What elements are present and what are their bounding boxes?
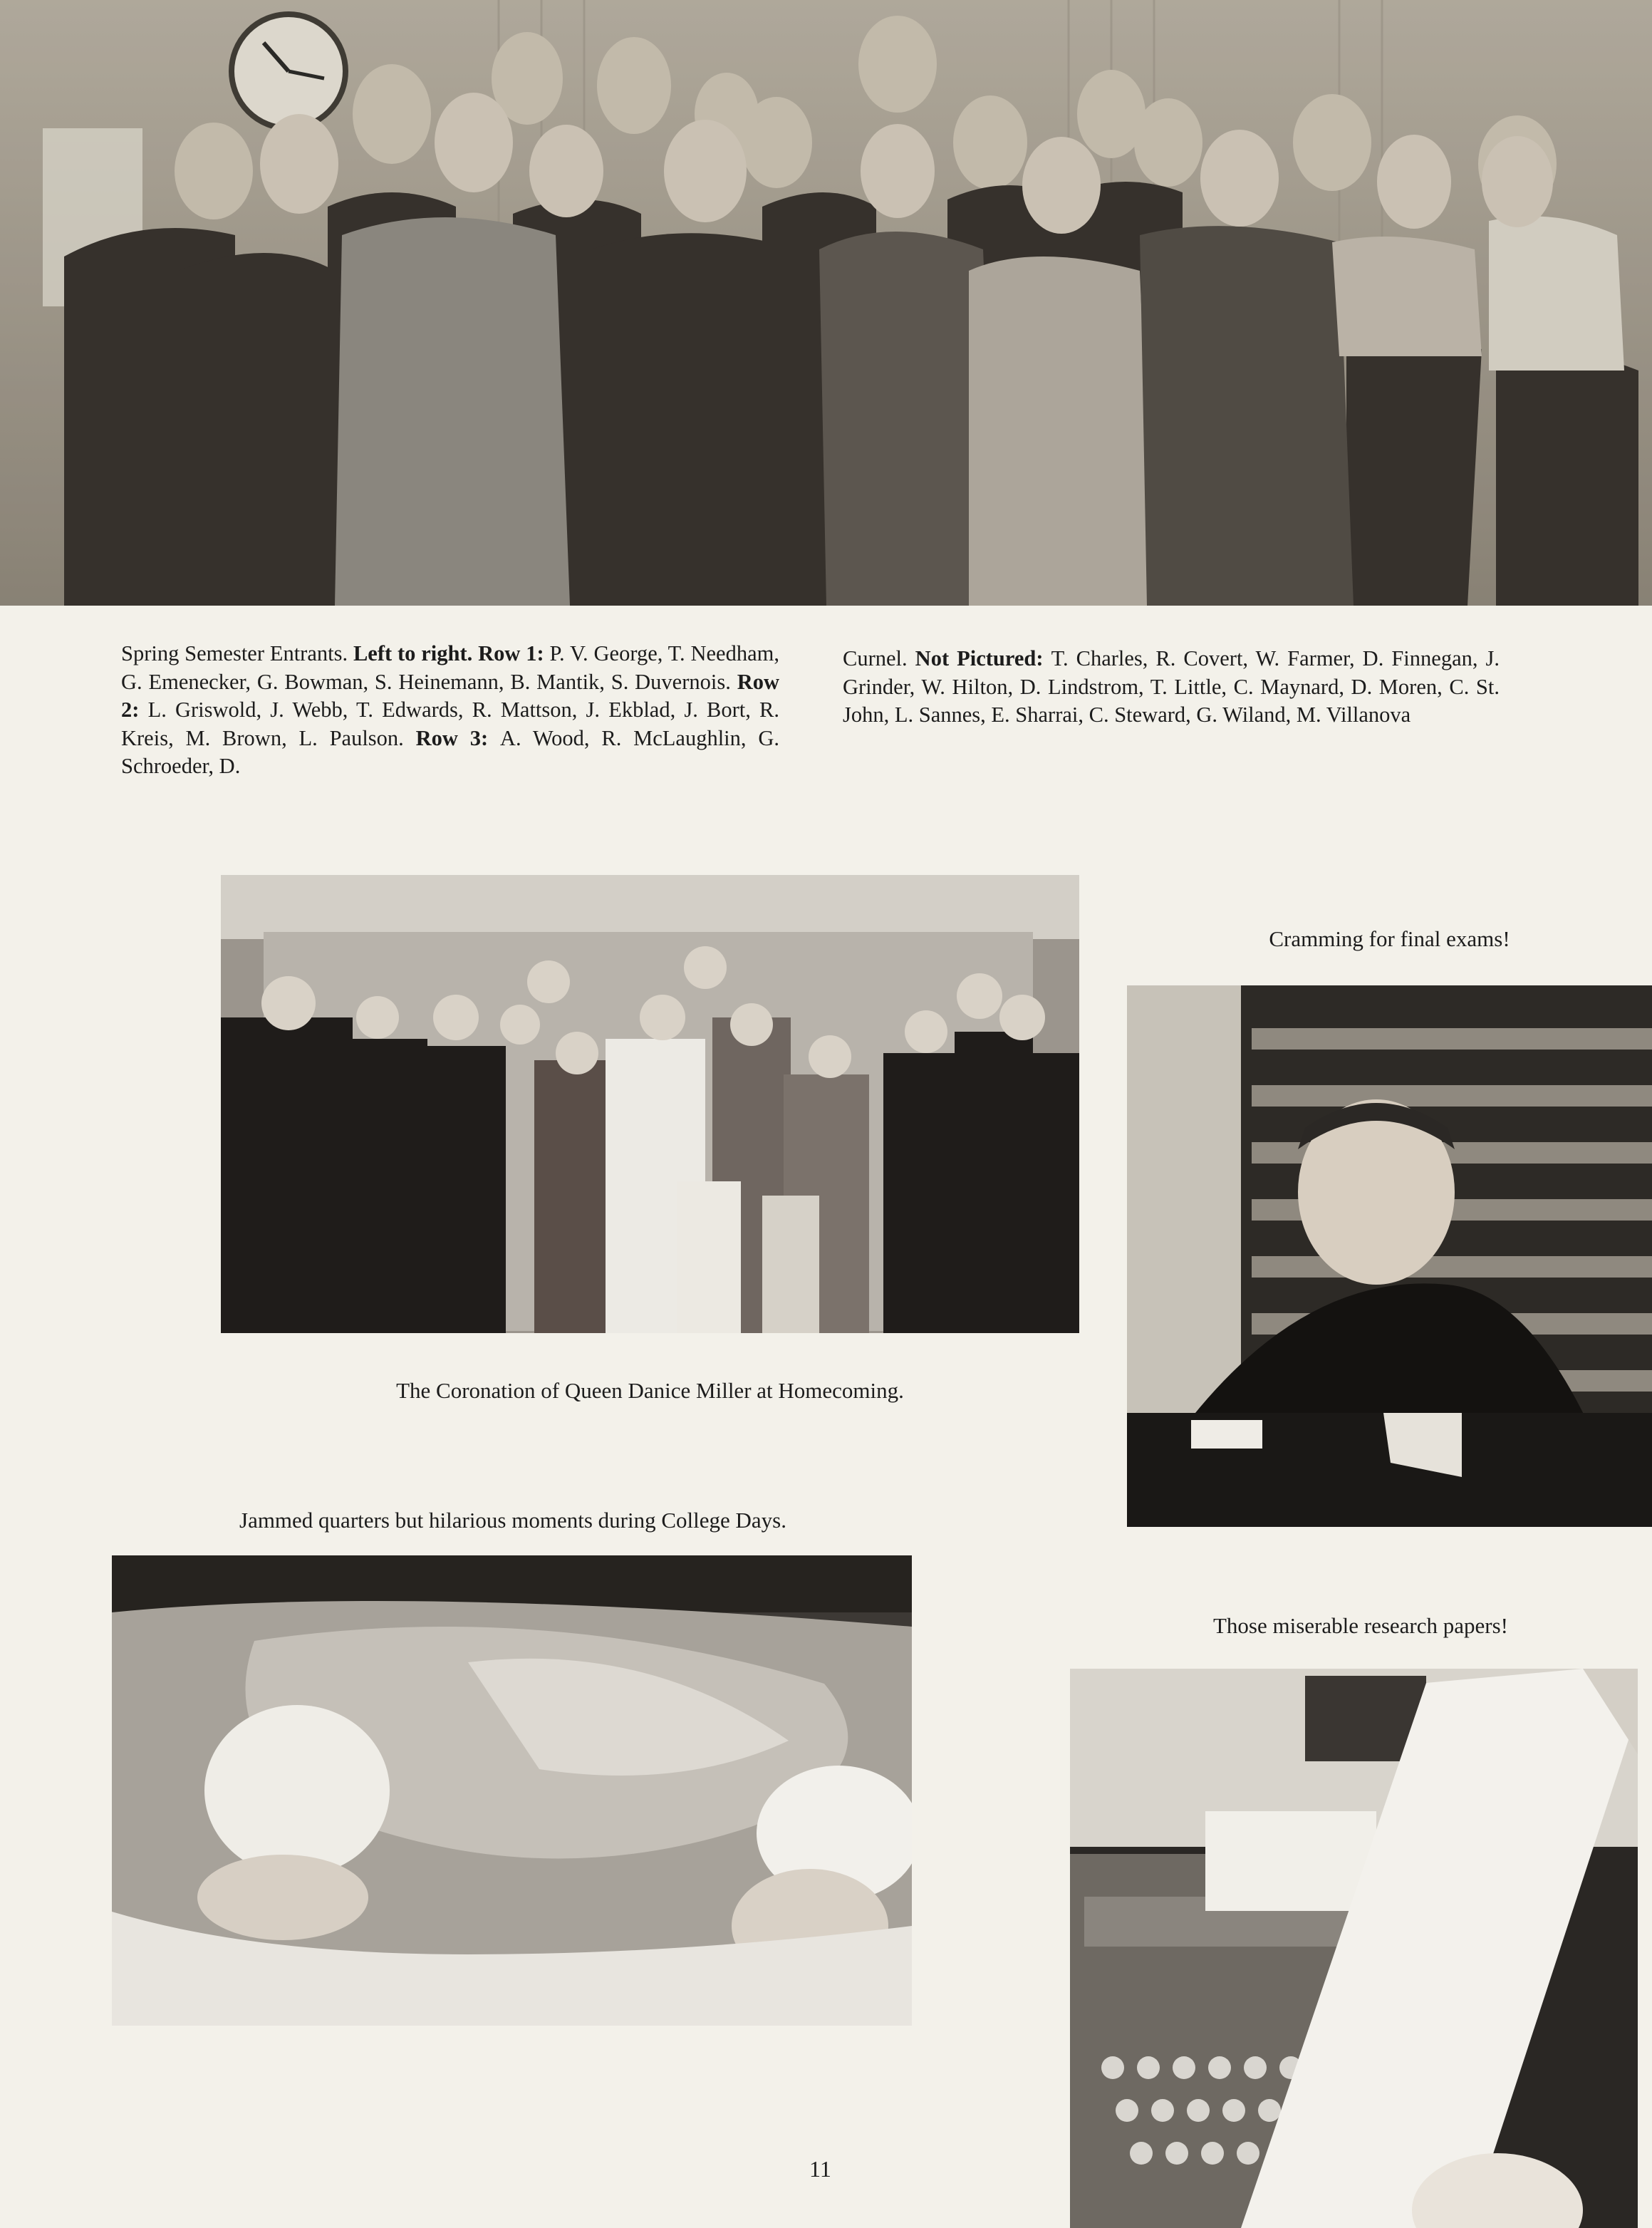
caption-text: Curnel.: [843, 646, 915, 670]
coronation-photo: [221, 875, 1079, 1333]
caption-text: L. Griswold, J. Webb, T. Edwards, R. Mattson, J. Ekblad, J. Bort, R. Kreis, M. Brown, L. Paulson.: [121, 698, 779, 750]
coronation-caption: The Coronation of Queen Danice Miller at Homecoming.: [396, 1378, 904, 1403]
caption-heading: Row 2:: [121, 669, 779, 722]
caption-heading: Left to right. Row 1:: [353, 641, 550, 665]
caption-heading: Row 3:: [415, 725, 500, 750]
caption-text: P. V. George, T. Needham, G. Emenecker, G. Bowman, S. Heinemann, B. Mantik, S. Duvernois.: [121, 641, 779, 694]
group-caption-right: [843, 645, 1500, 730]
jammed-caption: Jammed quarters but hilarious moments during College Days.: [239, 1508, 786, 1533]
research-papers-photo: [1070, 1669, 1638, 2228]
cramming-photo: [1127, 985, 1652, 1527]
caption-text: T. Charles, R. Covert, W. Farmer, D. Finnegan, J. Grinder, W. Hilton, D. Lindstrom, T. Little, C. Maynard, D. Moren, C. St. John, L. Sannes, E. Sharrai, C. Steward, G. Wiland, M. Villanova: [843, 646, 1500, 727]
caption-text: Spring Semester Entrants.: [121, 641, 353, 665]
cramming-caption: Cramming for final exams!: [1269, 926, 1510, 951]
college-days-photo: [112, 1555, 912, 2026]
caption-heading: Not Pictured:: [915, 646, 1051, 670]
group-photo-spring-entrants: [0, 0, 1652, 606]
caption-text: A. Wood, R. McLaughlin, G. Schroeder, D.: [121, 725, 779, 778]
group-caption-left: [121, 640, 779, 781]
research-caption: Those miserable research papers!: [1213, 1613, 1508, 1638]
page-number: 11: [809, 2156, 831, 2182]
